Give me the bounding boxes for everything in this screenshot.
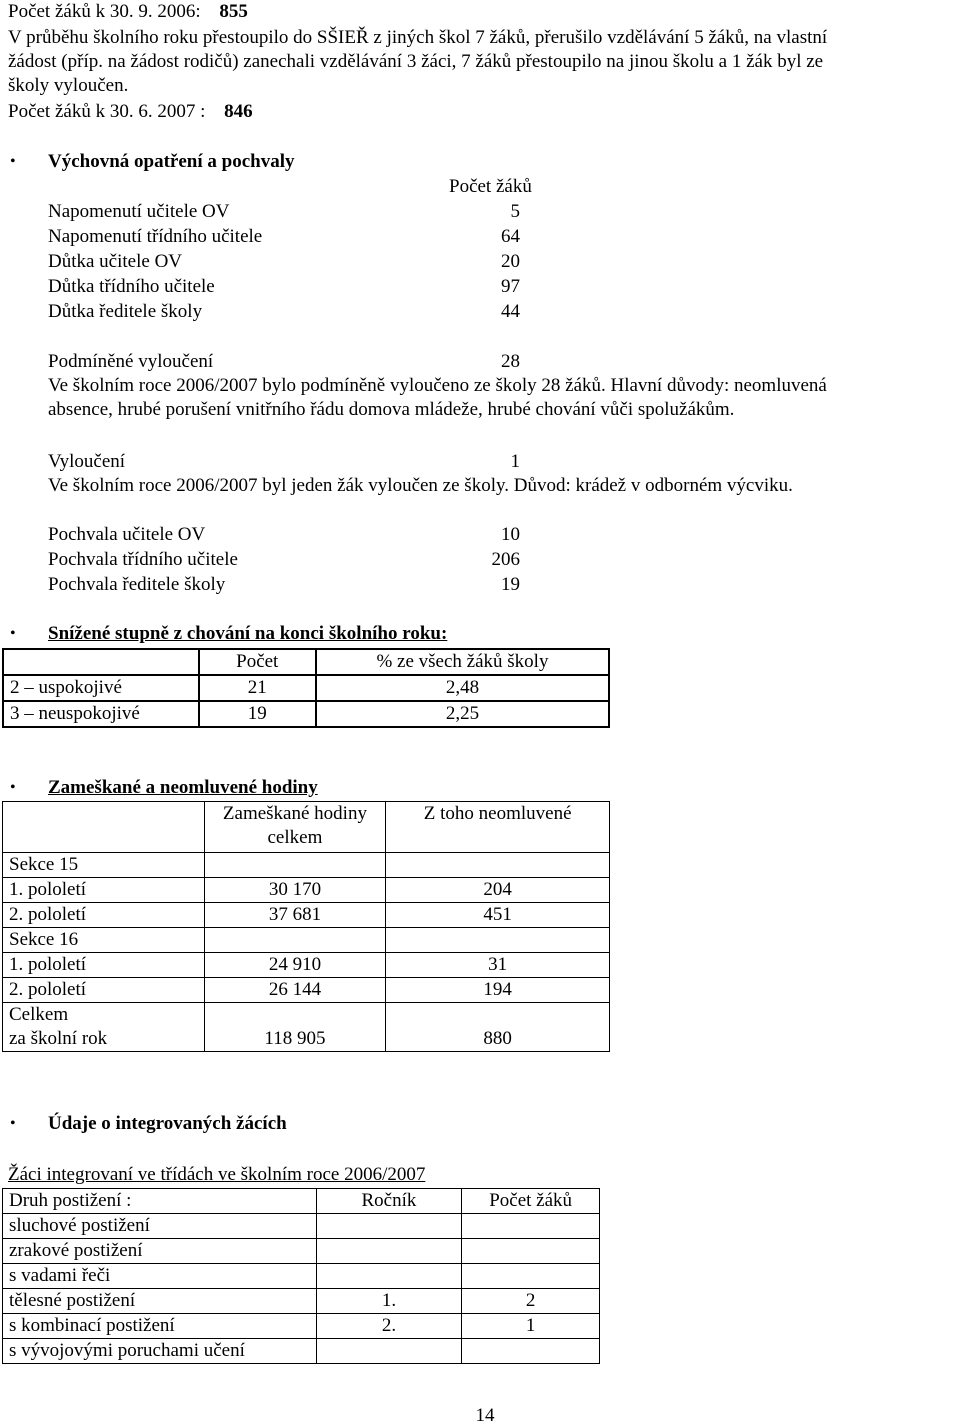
count-end-value: 846 — [224, 101, 253, 122]
table-header: Zameškané hodiny celkem — [204, 802, 386, 853]
table-row — [3, 953, 610, 978]
table-cell: 19 — [199, 701, 316, 727]
behavior-table — [2, 648, 610, 728]
praise-label: Pochvala ředitele školy — [48, 574, 226, 595]
table-cell: 204 — [386, 878, 610, 903]
conditional-value: 28 — [501, 351, 520, 372]
table-cell: s vadami řeči — [3, 1264, 317, 1289]
intro-line-b: žádost (příp. na žádost rodičů) zanechali vzdělávání 3 žáci, 7 žáků přestoupilo na jinou školu a 1 žák byl ze — [8, 51, 824, 72]
measure-label: Napomenutí učitele OV — [48, 201, 230, 222]
table-cell: 1. pololetí — [3, 878, 205, 903]
table-cell: s kombinací postižení — [3, 1314, 317, 1339]
table-cell: 1. — [316, 1289, 462, 1314]
bullet-icon: • — [10, 153, 16, 170]
table-row — [3, 1214, 600, 1239]
table-cell: tělesné postižení — [3, 1289, 317, 1314]
conditional-line2: absence, hrubé porušení vnitřního řádu domova mládeže, hrubé chování vůči spolužákům. — [48, 399, 735, 420]
measures-col-header: Počet žáků — [449, 176, 532, 197]
praise-label: Pochvala třídního učitele — [48, 549, 238, 570]
bullet-icon: • — [10, 625, 16, 642]
measure-value: 44 — [501, 301, 520, 322]
count-start-value: 855 — [219, 1, 248, 22]
table-row — [3, 1264, 600, 1289]
conditional-line1: Ve školním roce 2006/2007 bylo podmíněně vyloučeno ze školy 28 žáků. Hlavní důvody: neomluvená — [48, 375, 827, 396]
table-row — [3, 701, 609, 727]
behavior-heading: Snížené stupně z chování na konci školního roku: — [48, 623, 448, 644]
integrated-subheading: Žáci integrovaní ve třídách ve školním roce 2006/2007 — [8, 1164, 426, 1185]
conditional-label: Podmíněné vyloučení — [48, 351, 214, 372]
measure-label: Důtka třídního učitele — [48, 276, 215, 297]
table-cell — [204, 853, 386, 878]
table-cell: 2. pololetí — [3, 903, 205, 928]
table-cell — [316, 1214, 462, 1239]
table-cell: 26 144 — [204, 978, 386, 1003]
bullet-icon: • — [10, 1115, 16, 1132]
table-cell: 31 — [386, 953, 610, 978]
table-cell: 21 — [199, 675, 316, 701]
table-row — [3, 802, 610, 853]
table-cell: sluchové postižení — [3, 1214, 317, 1239]
measures-heading: Výchovná opatření a pochvaly — [48, 151, 295, 172]
table-cell — [386, 928, 610, 953]
table-header: Počet — [199, 649, 316, 675]
count-end: Počet žáků k 30. 6. 2007 : 846 — [8, 101, 253, 122]
table-cell: Sekce 15 — [3, 853, 205, 878]
table-cell — [316, 1339, 462, 1364]
intro-line-c: školy vyloučen. — [8, 75, 129, 96]
table-cell — [462, 1339, 600, 1364]
absence-heading: Zameškané a neomluvené hodiny — [48, 777, 318, 798]
praise-value: 206 — [491, 549, 520, 570]
table-cell: 2,25 — [316, 701, 609, 727]
table-cell: 451 — [386, 903, 610, 928]
measure-value: 5 — [510, 201, 520, 222]
table-cell — [462, 1214, 600, 1239]
table-header: Ročník — [316, 1189, 462, 1214]
table-cell — [316, 1239, 462, 1264]
table-cell: Sekce 16 — [3, 928, 205, 953]
table-row — [3, 1189, 600, 1214]
table-cell — [204, 928, 386, 953]
table-row — [3, 878, 610, 903]
table-row — [3, 903, 610, 928]
table-row — [3, 978, 610, 1003]
table-cell: 2. pololetí — [3, 978, 205, 1003]
table-cell: 2,48 — [316, 675, 609, 701]
table-row — [3, 1003, 610, 1052]
table-row — [3, 1314, 600, 1339]
page-number: 14 — [475, 1405, 495, 1426]
table-row — [3, 1289, 600, 1314]
table-cell — [386, 853, 610, 878]
measure-label: Důtka ředitele školy — [48, 301, 203, 322]
count-start: Počet žáků k 30. 9. 2006: 855 — [8, 1, 248, 22]
absence-table — [2, 801, 610, 1052]
table-cell — [3, 649, 199, 675]
table-row — [3, 1339, 600, 1364]
praise-label: Pochvala učitele OV — [48, 524, 206, 545]
table-row — [3, 853, 610, 878]
table-cell: 1 — [462, 1314, 600, 1339]
praise-value: 19 — [501, 574, 520, 595]
table-header: Z toho neomluvené — [386, 802, 610, 853]
bullet-icon: • — [10, 779, 16, 796]
table-cell: 1. pololetí — [3, 953, 205, 978]
table-header: Počet žáků — [462, 1189, 600, 1214]
table-cell: 37 681 — [204, 903, 386, 928]
table-cell: Celkem za školní rok — [3, 1003, 205, 1052]
measure-label: Důtka učitele OV — [48, 251, 183, 272]
table-cell: s vývojovými poruchami učení — [3, 1339, 317, 1364]
table-cell — [316, 1264, 462, 1289]
table-cell: 30 170 — [204, 878, 386, 903]
table-row — [3, 649, 609, 675]
expelled-label: Vyloučení — [48, 451, 126, 472]
table-cell: 880 — [386, 1003, 610, 1052]
table-cell — [462, 1239, 600, 1264]
table-cell: 24 910 — [204, 953, 386, 978]
measure-value: 97 — [501, 276, 520, 297]
integrated-table — [2, 1188, 600, 1364]
table-cell: 2 – uspokojivé — [3, 675, 199, 701]
measure-label: Napomenutí třídního učitele — [48, 226, 263, 247]
intro-line-a: V průběhu školního roku přestoupilo do SŠIEŘ z jiných škol 7 žáků, přerušilo vzdělávání 5 žáků, na vlastní — [8, 27, 828, 48]
table-cell: zrakové postižení — [3, 1239, 317, 1264]
measure-value: 64 — [501, 226, 520, 247]
table-cell — [3, 802, 205, 853]
table-cell: 2 — [462, 1289, 600, 1314]
table-row — [3, 1239, 600, 1264]
table-cell: 194 — [386, 978, 610, 1003]
table-cell: 2. — [316, 1314, 462, 1339]
table-cell — [462, 1264, 600, 1289]
table-cell: 118 905 — [204, 1003, 386, 1052]
integrated-heading: Údaje o integrovaných žácích — [48, 1113, 287, 1134]
table-header: Druh postižení : — [3, 1189, 317, 1214]
table-cell: 3 – neuspokojivé — [3, 701, 199, 727]
measure-value: 20 — [501, 251, 520, 272]
expelled-value: 1 — [510, 451, 520, 472]
table-header: % ze všech žáků školy — [316, 649, 609, 675]
praise-value: 10 — [501, 524, 520, 545]
table-row — [3, 928, 610, 953]
table-row — [3, 675, 609, 701]
expelled-line: Ve školním roce 2006/2007 byl jeden žák vyloučen ze školy. Důvod: krádež v odborném výcviku. — [48, 475, 793, 496]
